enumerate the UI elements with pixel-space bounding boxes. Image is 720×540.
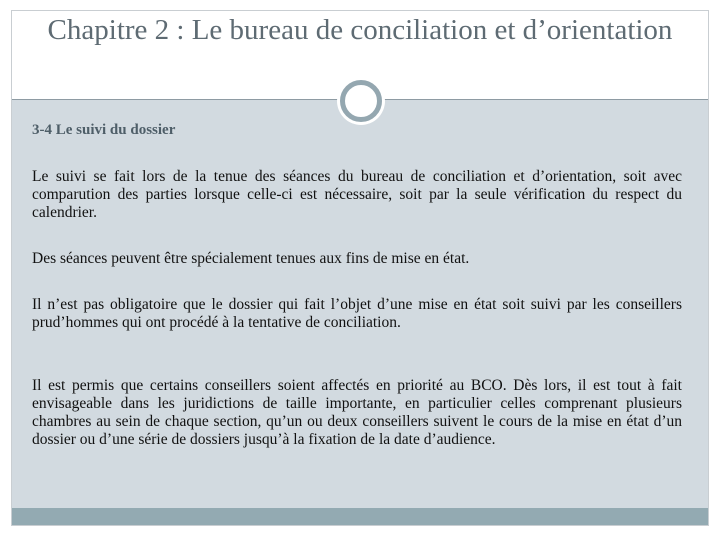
slide-title: Chapitre 2 : Le bureau de conciliation et d’orientation (47, 14, 673, 46)
section-subtitle: 3-4 Le suivi du dossier (32, 122, 176, 138)
paragraph-obligation: Il n’est pas obligatoire que le dossier qui fait l’objet d’une mise en état soit suivi par les conseillers prud’hommes qui ont procédé à la tentative de conciliation. (32, 296, 682, 331)
paragraph-seances: Des séances peuvent être spécialement tenues aux fins de mise en état. (32, 250, 470, 267)
paragraph-suivi: Le suivi se fait lors de la tenue des séances du bureau de conciliation et d’orientation, soit avec comparution des parties lorsque celle-ci est nécessaire, soit par la seule vérification du respect du calendrier. (32, 168, 682, 221)
paragraph-bco: Il est permis que certains conseillers soient affectés en priorité au BCO. Dès lors, il est tout à fait envisageable dans les juridictions de taille importante, en particulier celles comprenant plusieurs chambres au sein de chaque section, qu’un ou deux conseillers suivent le cours de la mise en état d’un dossier ou d’une série de dossiers jusqu’à la fixation de la date d’audience. (32, 377, 682, 448)
